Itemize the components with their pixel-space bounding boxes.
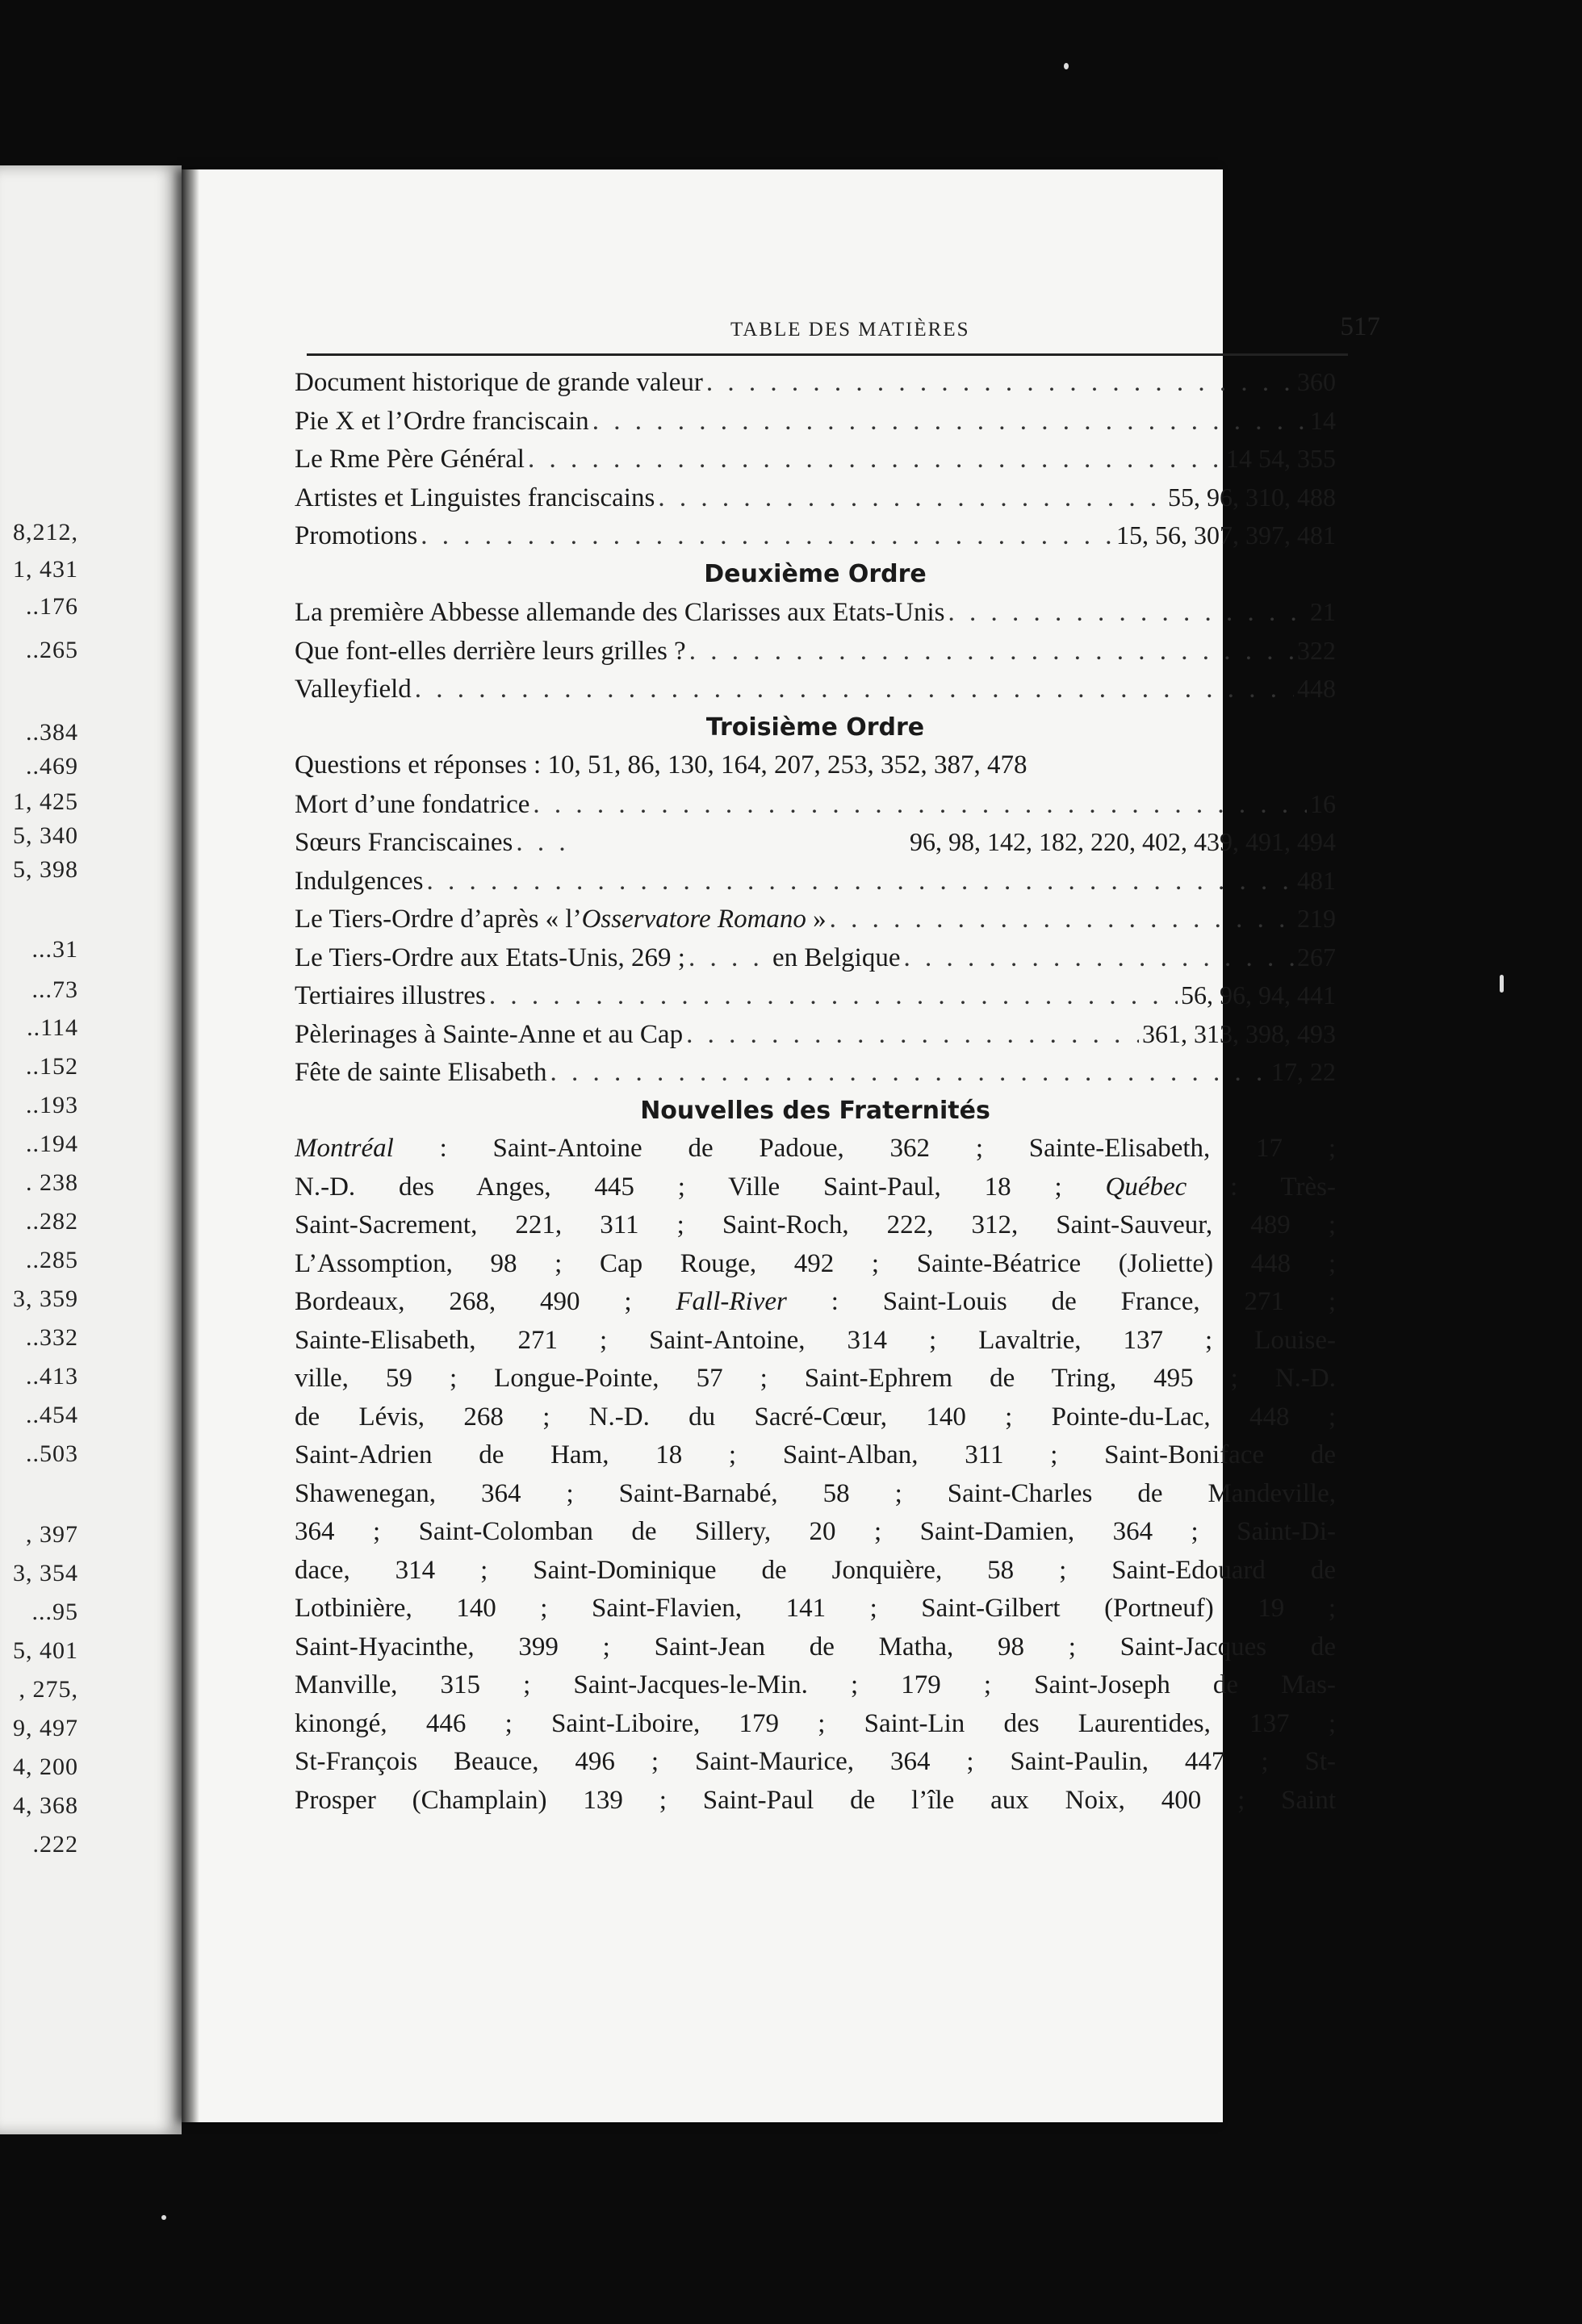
dust-speck <box>1500 975 1504 993</box>
dot-leader <box>415 671 1294 708</box>
toc-entry: Artistes et Linguistes franciscains . . . 55, 96, 310, 488 <box>295 479 1336 517</box>
paragraph-line: kinongé, 446 ; Saint-Liboire, 179 ; Saint-Lin des Laurentides, 137 ; <box>295 1708 1336 1738</box>
paragraph-line: Bordeaux, 268, 490 ; Fall-River : Saint-Louis de France, 271 ; <box>295 1287 1336 1316</box>
section-heading: Nouvelles des Fraternités <box>640 1096 990 1125</box>
paragraph-line: Prosper (Champlain) 139 ; Saint-Paul de l’île aux Noix, 400 ; Saint <box>295 1785 1336 1815</box>
left-page-number: ..265 <box>26 637 78 663</box>
left-page-number: ..332 <box>26 1324 78 1351</box>
dot-leader <box>533 786 1307 824</box>
dot-leader <box>689 633 1294 671</box>
dot-leader <box>421 517 1113 555</box>
left-page-number: ..282 <box>26 1208 78 1235</box>
left-page-number: ..469 <box>26 753 78 780</box>
left-page-number: 8,212, <box>13 519 78 545</box>
dot-leader <box>903 939 1294 977</box>
fraternites-paragraph <box>295 1130 1336 1820</box>
left-page-number: . 238 <box>26 1169 78 1196</box>
dot-leader <box>688 939 769 977</box>
running-title: TABLE DES MATIÈRES <box>730 319 970 341</box>
left-page-number: 5, 340 <box>13 822 78 849</box>
dot-leader <box>516 824 564 862</box>
page-header <box>307 311 1380 359</box>
left-page-number: 1, 431 <box>13 556 78 583</box>
left-page-number: ...95 <box>31 1599 78 1625</box>
paragraph-line: dace, 314 ; Saint-Dominique de Jonquière, 58 ; Saint-Edouard de <box>295 1555 1336 1585</box>
toc-entry: Le Tiers-Ordre d’après « l’Osservatore Romano » . . . 219 <box>295 900 1336 938</box>
dot-leader <box>948 594 1307 632</box>
paragraph-line: Saint-Sacrement, 221, 311 ; Saint-Roch, 222, 312, Saint-Sauveur, 489 ; <box>295 1210 1336 1239</box>
toc-entry: Indulgences . . . 481 <box>295 862 1336 901</box>
paragraph-line: Manville, 315 ; Saint-Jacques-le-Min. ; 179 ; Saint-Joseph de Mas- <box>295 1670 1336 1699</box>
paragraph-line: Montréal : Saint-Antoine de Padoue, 362 ; Sainte-Elisabeth, 17 ; <box>295 1134 1336 1163</box>
left-page-number: ..152 <box>26 1053 78 1080</box>
paragraph-line: Saint-Adrien de Ham, 18 ; Saint-Alban, 311 ; Saint-Boniface de <box>295 1440 1336 1469</box>
left-page-number: 5, 401 <box>13 1637 78 1664</box>
left-page-number: ..384 <box>26 719 78 746</box>
paragraph-line: N.-D. des Anges, 445 ; Ville Saint-Paul, 18 ; Québec : Très- <box>295 1172 1336 1202</box>
paragraph-line: ville, 59 ; Longue-Pointe, 57 ; Saint-Ephrem de Tring, 495 ; N.-D. <box>295 1364 1336 1393</box>
toc-entry: Promotions . . . 15, 56, 307, 397, 481 <box>295 516 1336 555</box>
left-page-number: ..413 <box>26 1363 78 1390</box>
toc-entry: Tertiaires illustres . . . 56, 96, 94, 441 <box>295 976 1336 1015</box>
dot-leader <box>686 1016 1139 1054</box>
paragraph-line: Sainte-Elisabeth, 271 ; Saint-Antoine, 314 ; Lavaltrie, 137 ; Louise- <box>295 1325 1336 1355</box>
left-page-number: ...31 <box>31 936 78 963</box>
toc-entry: Pèlerinages à Sainte-Anne et au Cap . . . 361, 313, 398, 493 <box>295 1015 1336 1054</box>
dot-leader <box>528 441 1223 479</box>
left-page-number: ...73 <box>31 976 78 1003</box>
left-page-number: 5, 398 <box>13 856 78 883</box>
toc-entry: Valleyfield . . . 448 <box>295 670 1336 708</box>
header-rule <box>307 353 1348 356</box>
toc-entry: Document historique de grande valeur . . . 360 <box>295 363 1336 402</box>
left-page-number: ..114 <box>27 1014 78 1041</box>
dot-leader <box>592 403 1307 441</box>
table-of-contents <box>295 363 1336 1820</box>
left-page-number: 9, 497 <box>13 1715 78 1741</box>
dot-leader <box>426 863 1294 901</box>
left-page-number: 3, 354 <box>13 1560 78 1586</box>
dot-leader <box>830 901 1294 938</box>
dust-speck <box>161 2215 166 2220</box>
right-page <box>182 169 1380 2122</box>
left-page-number: ..285 <box>26 1247 78 1273</box>
left-page-number: ..193 <box>26 1092 78 1118</box>
toc-entry: Pie X et l’Ordre franciscain . . . 14 <box>295 402 1336 441</box>
left-page-number: ..503 <box>26 1440 78 1467</box>
toc-entry: Questions et réponses : 10, 51, 86, 130, 164, 207, 253, 352, 387, 478 <box>295 750 1027 780</box>
book-spine <box>182 169 199 2122</box>
left-page-number: 4, 200 <box>13 1753 78 1780</box>
toc-entry: Que font-elles derrière leurs grilles ? . . . 322 <box>295 632 1336 671</box>
paragraph-line: Lotbinière, 140 ; Saint-Flavien, 141 ; Saint-Gilbert (Portneuf) 19 ; <box>295 1594 1336 1623</box>
dust-speck <box>1064 63 1069 69</box>
toc-entry: La première Abbesse allemande des Clarisses aux Etats-Unis . . . 21 <box>295 593 1336 632</box>
left-page-number: ..194 <box>26 1131 78 1157</box>
toc-entry: Le Rme Père Général . . . 14 54, 355 <box>295 440 1336 479</box>
toc-entry: Sœurs Franciscaines . . . 96, 98, 142, 182, 220, 402, 439, 491, 494 <box>295 823 1336 862</box>
toc-entry: Mort d’une fondatrice . . . 16 <box>295 785 1336 824</box>
section-heading: Troisième Ordre <box>705 713 925 742</box>
dot-leader <box>489 977 1178 1015</box>
dot-leader <box>706 364 1294 402</box>
dot-leader <box>658 479 1165 517</box>
left-page-number: 4, 368 <box>13 1792 78 1819</box>
toc-entry: Le Tiers-Ordre aux Etats-Unis, 269 ; . . . en Belgique . . . 267 <box>295 938 1336 977</box>
paragraph-line: Shawenegan, 364 ; Saint-Barnabé, 58 ; Saint-Charles de Mandeville, <box>295 1478 1336 1508</box>
paragraph-line: St-François Beauce, 496 ; Saint-Maurice, 364 ; Saint-Paulin, 447 ; St- <box>295 1747 1336 1776</box>
left-page <box>0 165 182 2134</box>
section-heading: Deuxième Ordre <box>704 559 927 588</box>
dot-leader <box>550 1054 1269 1092</box>
left-page-number: 3, 359 <box>13 1285 78 1312</box>
left-page-number: ..176 <box>26 593 78 620</box>
left-page-number: , 397 <box>26 1521 78 1548</box>
paragraph-line: de Lévis, 268 ; N.-D. du Sacré-Cœur, 140 ; Pointe-du-Lac, 448 ; <box>295 1402 1336 1432</box>
left-page-number: .222 <box>32 1831 78 1858</box>
paragraph-line: Saint-Hyacinthe, 399 ; Saint-Jean de Matha, 98 ; Saint-Jacques de <box>295 1632 1336 1661</box>
toc-entry: Fête de sainte Elisabeth . . . 17, 22 <box>295 1053 1336 1092</box>
left-page-number: 1, 425 <box>13 788 78 815</box>
paragraph-line: 364 ; Saint-Colomban de Sillery, 20 ; Saint-Damien, 364 ; Saint-Di- <box>295 1517 1336 1546</box>
left-page-number: ..454 <box>26 1402 78 1428</box>
left-page-number: , 275, <box>19 1676 78 1703</box>
paragraph-line: L’Assomption, 98 ; Cap Rouge, 492 ; Sainte-Béatrice (Joliette) 448 ; <box>295 1248 1336 1278</box>
page-number: 517 <box>1340 312 1380 341</box>
